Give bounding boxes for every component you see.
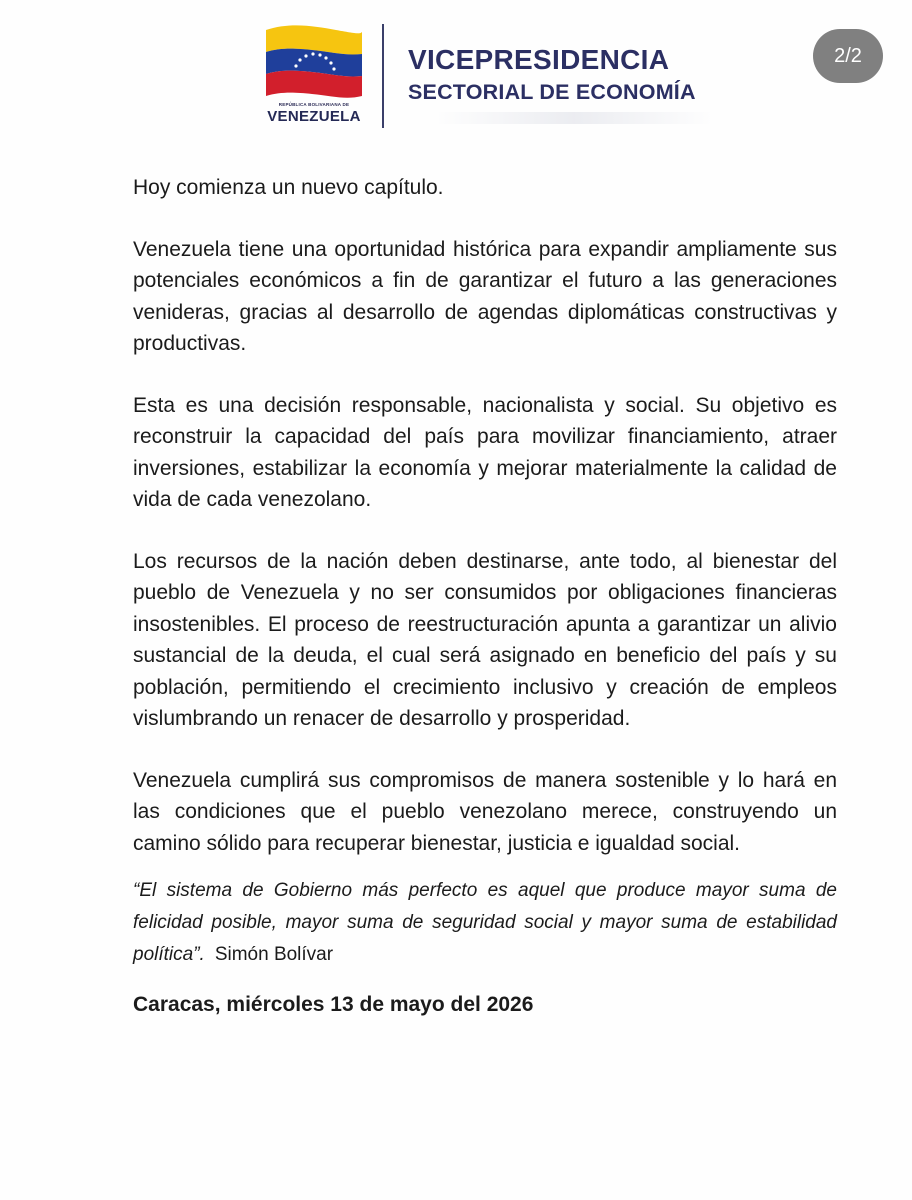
office-title: VICEPRESIDENCIA bbox=[408, 44, 670, 75]
flag-icon bbox=[262, 20, 366, 104]
date-line: Caracas, miércoles 13 de mayo del 2026 bbox=[133, 993, 534, 1016]
page-counter-badge: 2/2 bbox=[813, 29, 883, 83]
paragraph-decision: Esta es una decisión responsable, nacionalista y social. Su objetivo es reconstruir la capacidad del país para movilizar financiamiento, atraer inversiones, estabilizar la economía y mejorar materialmente la calidad de vida de cada venezolano. bbox=[133, 393, 837, 511]
office-subtitle: SECTORIAL DE ECONOMÍA bbox=[408, 80, 696, 104]
bolivar-quote bbox=[133, 875, 837, 971]
paragraph-commitments: Venezuela cumplirá sus compromisos de manera sostenible y lo hará en las condiciones que el pueblo venezolano merece, construyendo un camino sólido para recuperar bienestar, justicia e igualdad social. bbox=[133, 768, 837, 855]
country-label: VENEZUELA bbox=[267, 108, 361, 125]
header-divider bbox=[382, 24, 384, 128]
venezuela-flag-logo bbox=[258, 18, 370, 130]
paragraph-opening: Hoy comienza un nuevo capítulo. bbox=[133, 176, 444, 199]
quote-text: “El sistema de Gobierno más perfecto es aquel que produce mayor suma de felicidad posible, mayor suma de seguridad social y mayor suma de estabilidad política”. bbox=[133, 880, 837, 965]
letterhead bbox=[258, 18, 728, 138]
paragraph-opportunity: Venezuela tiene una oportunidad histórica para expandir ampliamente sus potenciales económicos a fin de garantizar el futuro a las generaciones venideras, gracias al desarrollo de agendas diplomáticas constructivas y productivas. bbox=[133, 237, 837, 355]
quote-author: Simón Bolívar bbox=[214, 944, 334, 965]
republic-label: REPÚBLICA BOLIVARIANA DE bbox=[278, 102, 350, 107]
faded-letterhead-line bbox=[434, 112, 714, 124]
statement-body bbox=[133, 172, 837, 1021]
paragraph-resources: Los recursos de la nación deben destinarse, ante todo, al bienestar del pueblo de Venezuela y no ser consumidos por obligaciones financieras insostenibles. El proceso de reestructuración apunta a garantizar un alivio sustancial de la deuda, el cual será asignado en beneficio del país y su población, permitiendo el crecimiento inclusivo y creación de empleos vislumbrando un renacer de desarrollo y prosperidad. bbox=[133, 549, 837, 730]
